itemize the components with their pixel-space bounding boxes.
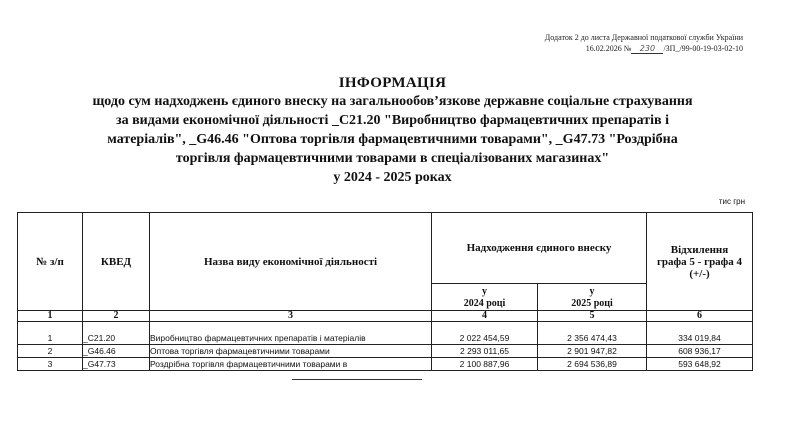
header-deviation-line-1: Відхилення bbox=[670, 243, 729, 256]
title-line-5: у 2024 - 2025 роках bbox=[333, 170, 452, 185]
cell-num: 3 bbox=[18, 358, 83, 371]
annex-reference bbox=[545, 43, 743, 54]
annex-suffix: /ЗП_/99-00-19-03-02-10 bbox=[663, 44, 743, 53]
header-2025-line-1: у bbox=[589, 286, 595, 297]
cell-kved: _C21.20 bbox=[83, 322, 150, 345]
column-index: 5 bbox=[538, 311, 647, 322]
cell-name: Оптова торгівля фармацевтичними товарами bbox=[150, 345, 432, 358]
units-label: тис грн bbox=[718, 197, 745, 206]
table-row bbox=[18, 322, 753, 345]
title-line-4: торгівля фармацевтичними товарами в спеціалізованих магазинах" bbox=[175, 151, 610, 166]
cell-2024: 2 022 454,59 bbox=[432, 322, 538, 345]
annex-line: Додаток 2 до листа Державної податкової служби України bbox=[544, 33, 743, 42]
column-index: 3 bbox=[150, 311, 432, 322]
title-line-2: за видами економічної діяльності _C21.20 "Виробництво фармацевтичних препаратів і bbox=[115, 113, 669, 128]
table-row bbox=[18, 345, 753, 358]
cell-name: Роздрібна торгівля фармацевтичними товарами в bbox=[150, 358, 432, 371]
cell-2025: 2 356 474,43 bbox=[538, 322, 647, 345]
document-title bbox=[0, 74, 785, 187]
header-deviation bbox=[647, 213, 753, 311]
cell-kved: _G47.73 bbox=[83, 358, 150, 371]
header-2025-line-2: 2025 році bbox=[571, 298, 613, 309]
header-num: № з/п bbox=[18, 213, 83, 311]
header-deviation-line-3: (+/-) bbox=[689, 267, 710, 280]
header-2024-line-2: 2024 році bbox=[463, 298, 506, 309]
header-deviation-line-2: графа 5 - графа 4 bbox=[656, 255, 743, 268]
cell-num: 1 bbox=[18, 322, 83, 345]
cell-deviation: 608 936,17 bbox=[647, 345, 753, 358]
cell-deviation: 334 019,84 bbox=[647, 322, 753, 345]
title-line-3: матеріалів", _G46.46 "Оптова торгівля фармацевтичними товарами", _G47.73 "Роздрібна bbox=[107, 132, 678, 147]
annex-date: 16.02.2026 № bbox=[585, 44, 632, 53]
receipts-table bbox=[17, 212, 753, 371]
cell-2024: 2 293 011,65 bbox=[432, 345, 538, 358]
cell-name: Виробництво фармацевтичних препаратів і матеріалів bbox=[150, 322, 432, 345]
column-index: 1 bbox=[18, 311, 83, 322]
cell-num: 2 bbox=[18, 345, 83, 358]
header-name: Назва виду економічної діяльності bbox=[150, 213, 432, 311]
header-kved: КВЕД bbox=[83, 213, 150, 311]
header-2024-line-1: у bbox=[482, 286, 487, 297]
column-index: 2 bbox=[83, 311, 150, 322]
header-2025 bbox=[538, 284, 647, 311]
cell-2025: 2 694 536,89 bbox=[538, 358, 647, 371]
cell-2025: 2 901 947,82 bbox=[538, 345, 647, 358]
annex-number: 230 bbox=[631, 44, 663, 54]
cell-kved: _G46.46 bbox=[83, 345, 150, 358]
column-index: 4 bbox=[432, 311, 538, 322]
table-row bbox=[18, 358, 753, 371]
column-index: 6 bbox=[647, 311, 753, 322]
annex-header bbox=[545, 32, 743, 54]
cell-2024: 2 100 887,96 bbox=[432, 358, 538, 371]
title-line-1: щодо сум надходжень єдиного внеску на загальнообов’язкове державне соціальне страхування bbox=[92, 94, 693, 109]
divider-line bbox=[292, 379, 422, 380]
header-2024 bbox=[432, 284, 538, 311]
title-heading: ІНФОРМАЦІЯ bbox=[338, 75, 447, 91]
cell-deviation: 593 648,92 bbox=[647, 358, 753, 371]
header-receipts: Надходження єдиного внеску bbox=[432, 213, 647, 284]
